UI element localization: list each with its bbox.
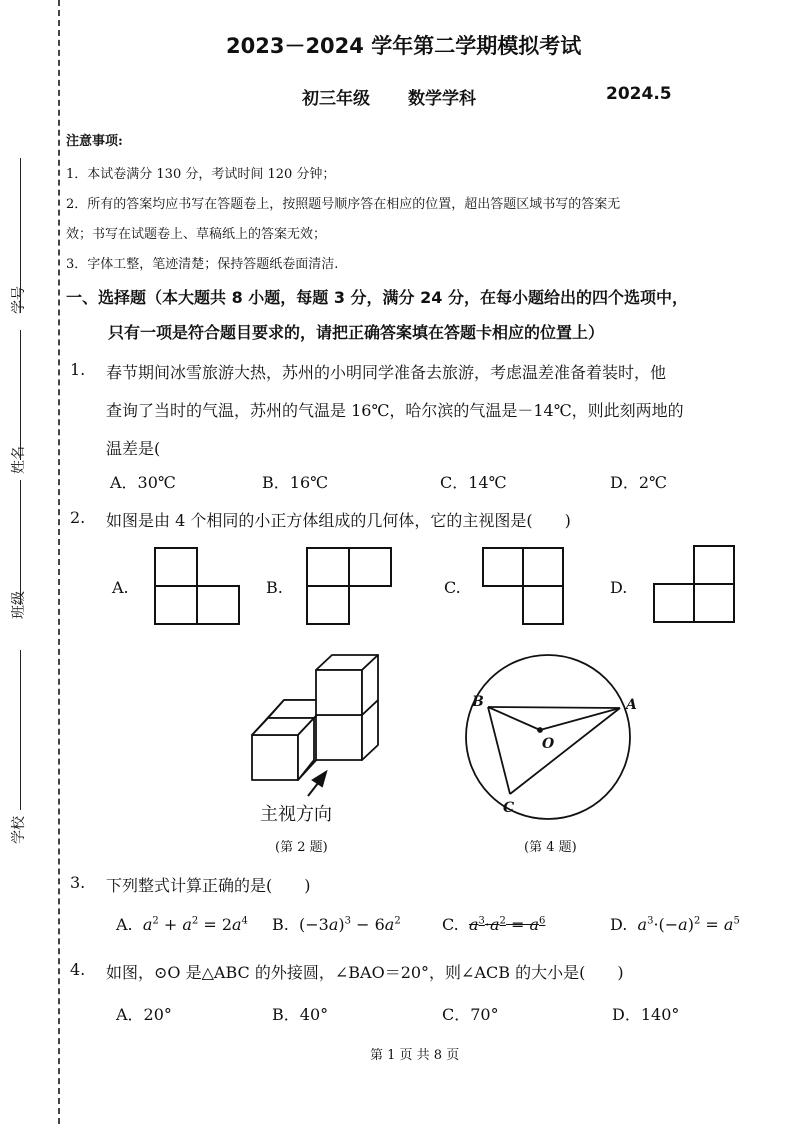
q2-option-c-view — [483, 548, 563, 624]
q1-option-b: B．16℃ — [262, 473, 329, 492]
school-label: 学校 — [11, 816, 27, 844]
q2-number: 2. — [70, 508, 86, 527]
q2-option-a-label: A. — [112, 578, 129, 597]
note-item: 2．所有的答案均应书写在答题卷上，按照题号顺序答在相应的位置，超出答题区域书写的答案无 — [66, 197, 621, 212]
q1-option-c: C．14℃ — [440, 473, 507, 492]
q4-option-b: B．40° — [272, 1005, 329, 1024]
exam-date: 2024.5 — [606, 84, 672, 104]
view-direction-label: 主视方向 — [260, 804, 332, 825]
q4-point-b: B — [472, 694, 484, 710]
student-no-label: 学号 — [11, 286, 27, 314]
subject-label: 数学学科 — [408, 89, 476, 109]
page-footer: 第 1 页 共 8 页 — [370, 1048, 460, 1063]
note-item: 1．本试卷满分 130 分，考试时间 120 分钟； — [66, 167, 336, 182]
q1-number: 1. — [70, 360, 86, 379]
grade-label: 初三年级 — [302, 89, 370, 109]
q4-point-a: A — [626, 697, 637, 713]
q2-option-d-view — [654, 546, 734, 622]
q2-option-b-label: B. — [266, 578, 283, 597]
name-label: 姓名 — [11, 446, 27, 474]
q3-option-b: B. $(-3a)^3 - 6a^2$ — [272, 915, 401, 934]
q3-option-d: D. $a^3\cdot(-a)^2 = a^5$ — [610, 915, 740, 934]
q4-text: 如图，⊙O 是△ABC 的外接圆，∠BAO＝20°，则∠ACB 的大小是( ) — [106, 963, 624, 982]
q4-option-c: C．70° — [442, 1005, 499, 1024]
q2-solid-figure — [252, 655, 378, 780]
q1-option-a: A．30℃ — [110, 473, 176, 492]
q4-point-o: O — [542, 736, 555, 752]
class-label: 班级 — [11, 591, 27, 619]
notes-heading: 注意事项: — [66, 134, 123, 149]
view-direction-arrow — [308, 772, 326, 796]
q1-text-line2: 查询了当时的气温，苏州的气温是 16℃，哈尔滨的气温是－14℃，则此刻两地的 — [106, 401, 684, 420]
q4-option-a: A．20° — [116, 1005, 172, 1024]
section-heading-cont: 只有一项是符合题目要求的，请把正确答案填在答题卡相应的位置上） — [108, 323, 605, 342]
note-item: 效；书写在试题卷上、草稿纸上的答案无效； — [66, 227, 327, 242]
q4-number: 4. — [70, 960, 86, 979]
exam-title: 2023－2024 学年第二学期模拟考试 — [226, 34, 582, 58]
q3-option-a: A. $a^2 + a^2 = 2a^4$ — [116, 915, 248, 934]
section-heading: 一、选择题（本大题共 8 小题，每题 3 分，满分 24 分，在每小题给出的四个选项中， — [66, 288, 688, 307]
q4-option-d: D．140° — [612, 1005, 680, 1024]
q3-number: 3. — [70, 873, 86, 892]
q2-option-b-view — [307, 548, 391, 624]
q2-figure-caption: (第 2 题) — [275, 840, 328, 855]
q1-option-d: D．2℃ — [610, 473, 667, 492]
q2-option-c-label: C. — [444, 578, 461, 597]
q3-option-c: C. $a^3\cdot a^2 = a^6$ — [442, 915, 546, 934]
q4-figure-caption: (第 4 题) — [524, 840, 577, 855]
q2-option-a-view — [155, 548, 239, 624]
q2-text: 如图是由 4 个相同的小正方体组成的几何体，它的主视图是( ) — [106, 511, 571, 530]
q2-option-d-label: D. — [610, 578, 628, 597]
note-item: 3．字体工整，笔迹清楚；保持答题纸卷面清洁. — [66, 257, 339, 272]
q3-text: 下列整式计算正确的是( ) — [106, 876, 311, 895]
q4-point-c: C — [503, 800, 515, 816]
q1-text-line1: 春节期间冰雪旅游大热，苏州的小明同学准备去旅游，考虑温差准备着装时，他 — [106, 363, 667, 382]
q1-text-line3: 温差是( — [106, 439, 161, 458]
